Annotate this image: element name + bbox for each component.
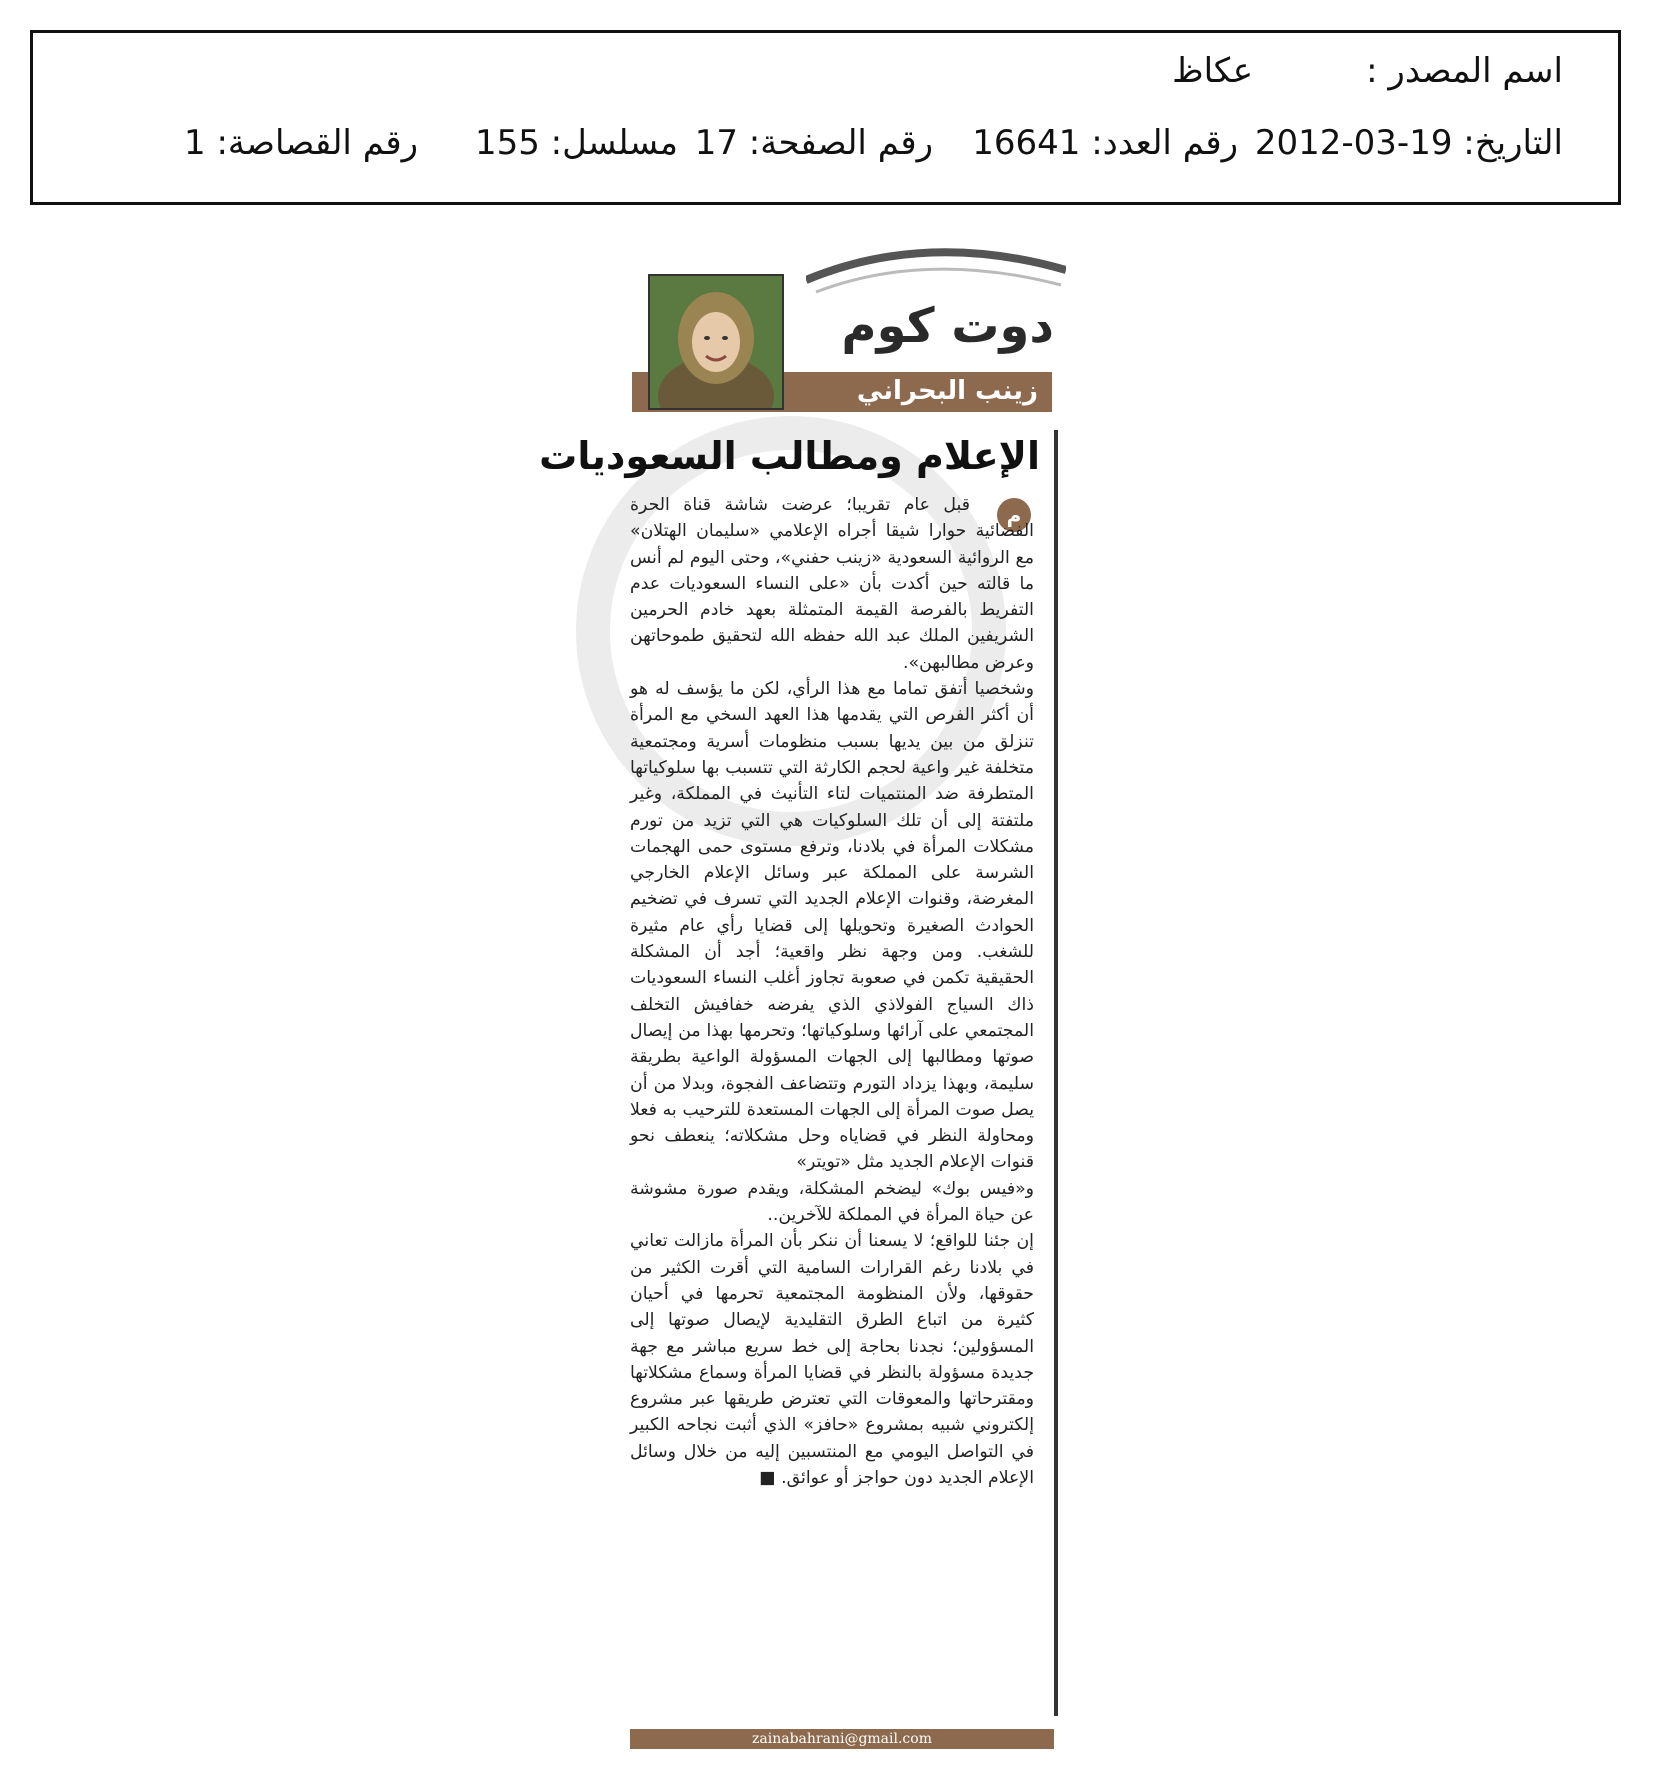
page-number: رقم الصفحة: 17 — [694, 123, 933, 163]
serial-number: مسلسل: 155 — [474, 123, 678, 163]
article-paragraph: إن جئنا للواقع؛ لا يسعنا أن ننكر بأن المرأة مازالت تعاني في بلادنا رغم القرارات السامية التي أقرت الكثير من حقوقها، ولأن المنظومة المجتمعية تحرمها في أحيان كثيرة من اتباع الطرق التقليدية لإيصال صوتها إلى المسؤولين؛ نجدنا بحاجة إلى خط سريع مباشر مع جهة جديدة مسؤولة بالنظر في قضايا المرأة وسماع مشكلاتها ومقترحاتها والمعوقات التي تعترض طريقها عبر مشروع إلكتروني شبيه بمشروع «حافز» الذي أثبت نجاحه الكبير في التواصل اليومي مع المنتسبين إليه من خلال وسائل الإعلام الجديد دون حواجز أو عوائق. ■ — [630, 1231, 1034, 1488]
columnist-name: زينب البحراني — [856, 376, 1038, 406]
author-email: zainabahrani@gmail.com — [630, 1729, 1054, 1749]
article-body — [630, 492, 1034, 1491]
portrait-icon — [650, 276, 782, 408]
date-field: التاريخ: 19-03-2012 — [1254, 123, 1563, 163]
column-rule — [1054, 430, 1058, 1716]
banner-swoosh-icon — [806, 240, 1066, 300]
lead-mark-icon: م — [997, 498, 1031, 532]
columnist-photo — [648, 274, 784, 410]
column-title: دوت كوم — [841, 298, 1054, 354]
article-headline: الإعلام ومطالب السعوديات — [539, 434, 1040, 478]
clip-number: رقم القصاصة: 1 — [184, 123, 418, 163]
source-value: عكاظ — [1172, 51, 1253, 91]
article-paragraph: و«فيس بوك» ليضخم المشكلة، ويقدم صورة مشوشة عن حياة المرأة في المملكة للآخرين.. — [630, 1178, 1034, 1226]
source-label: اسم المصدر : — [1366, 51, 1563, 91]
issue-number: رقم العدد: 16641 — [972, 123, 1238, 163]
newspaper-clipping — [539, 236, 1080, 1761]
article-paragraph: وشخصيا أتفق تماما مع هذا الرأي، لكن ما يؤسف له هو أن أكثر الفرص التي يقدمها هذا العهد السخي مع المرأة تنزلق من بين يديها بسبب منظومات أسرية ومجتمعية متخلفة غير واعية لحجم الكارثة التي تتسبب بها سلوكياتها المتطرفة ضد المنتميات لتاء التأنيث في المملكة، وغير ملتفتة إلى أن تلك السلوكيات هي التي تزيد من تورم مشكلات المرأة في بلادنا، وترفع مستوى حمى الهجمات الشرسة على المملكة عبر وسائل الإعلام الخارجي المغرضة، وقنوات الإعلام الجديد التي تسرف في تضخيم الحوادث الصغيرة وتحويلها إلى قضايا رأي عام مثيرة للشغب. ومن وجهة نظر واقعية؛ أجد أن المشكلة الحقيقية تكمن في صعوبة تجاوز أغلب النساء السعوديات ذاك السياج الفولاذي الذي يفرضه خفافيش التخلف المجتمعي على آرائها وسلوكياتها؛ وتحرمها بهذا من إيصال صوتها ومطالبها إلى الجهات المسؤولة الواعية بطريقة سليمة، وبهذا يزداد التورم وتتضاعف الفجوة، وبدلا من أن يصل صوت المرأة إلى الجهات المستعدة للترحيب به فعلا ومحاولة النظر في قضاياه وحل مشكلاته؛ ينعطف نحو قنوات الإعلام الجديد مثل «تويتر» — [630, 679, 1034, 1173]
clipping-header — [30, 30, 1621, 205]
article-paragraph: قبل عام تقريبا؛ عرضت شاشة قناة الحرة الفضائية حوارا شيقا أجراه الإعلامي «سليمان الهتلان» مع الروائية السعودية «زينب حفني»، وحتى اليوم لم أنس ما قالته حين أكدت بأن «على النساء السعوديات عدم التفريط بالفرصة القيمة المتمثلة بعهد خادم الحرمين الشريفين الملك عبد الله حفظه الله لتحقيق طموحاتهن وعرض مطالبهن». — [630, 495, 1034, 673]
